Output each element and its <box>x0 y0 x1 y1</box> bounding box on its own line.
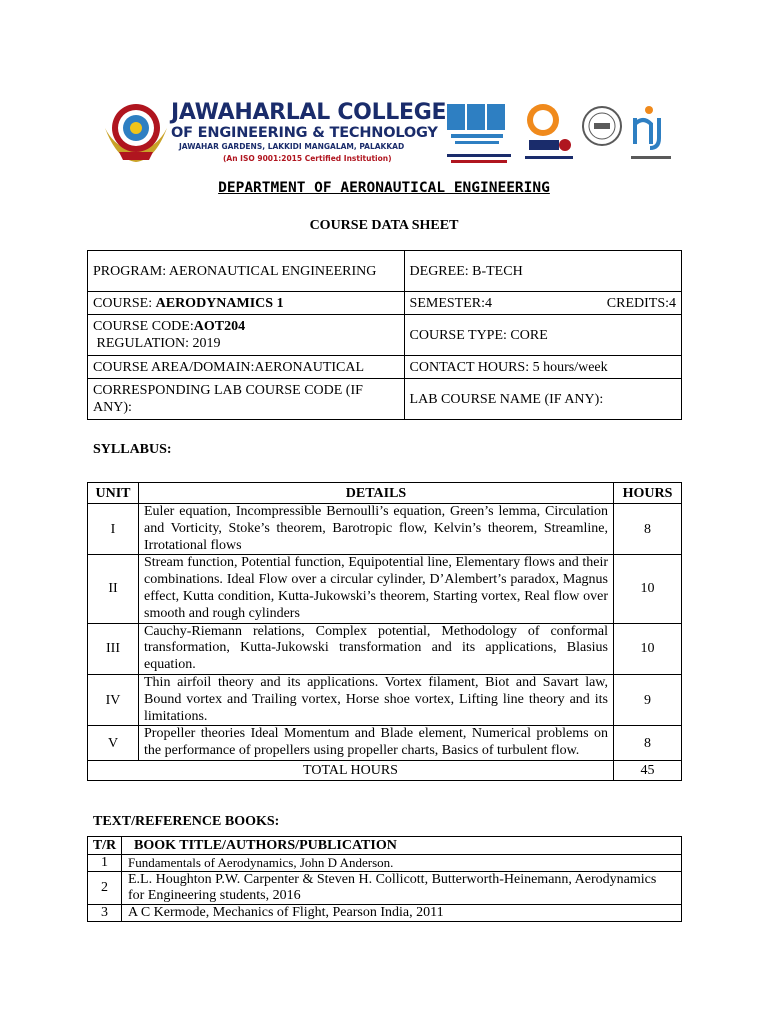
iqac-seal <box>583 107 621 145</box>
hours-cell: 10 <box>614 555 682 623</box>
contact-hours-cell: CONTACT HOURS: 5 hours/week <box>404 356 681 379</box>
info-row <box>88 292 682 315</box>
tr-cell: 1 <box>88 855 122 872</box>
course-area-cell: COURSE AREA/DOMAIN:AERONAUTICAL <box>88 356 405 379</box>
tr-header: T/R <box>88 837 122 855</box>
college-header <box>97 96 672 176</box>
books-table <box>87 836 682 922</box>
naac-a-plus-logo <box>525 104 573 159</box>
course-info-table <box>87 250 682 420</box>
iso-certification: (An ISO 9001:2015 Certified Institution) <box>223 154 392 163</box>
nba-logo <box>447 104 511 163</box>
details-header: DETAILS <box>139 483 614 504</box>
books-label: TEXT/REFERENCE BOOKS: <box>93 814 280 829</box>
semester-value: SEMESTER:4 <box>409 295 492 311</box>
total-row <box>88 760 682 780</box>
lab-code-cell: CORRESPONDING LAB COURSE CODE (IF ANY): <box>88 379 405 420</box>
degree-cell: DEGREE: B-TECH <box>404 251 681 292</box>
credits-value: CREDITS:4 <box>606 295 676 311</box>
books-header-row <box>88 837 682 855</box>
details-cell: Cauchy-Riemann relations, Complex potential, Methodology of conformal transformation, Kutta-Jukowski transformation and its applications, Blasius equation. <box>139 623 614 674</box>
course-label: COURSE: <box>93 295 156 311</box>
regulation: REGULATION: 2019 <box>93 336 221 351</box>
sheet-title: COURSE DATA SHEET <box>309 218 459 233</box>
semester-credits-cell <box>404 292 681 315</box>
college-address: JAWAHAR GARDENS, LAKKIDI MANGALAM, PALAKKAD <box>179 142 405 151</box>
table-row <box>88 504 682 555</box>
hours-header: HOURS <box>614 483 682 504</box>
syllabus-label: SYLLABUS: <box>93 442 172 457</box>
details-cell: Stream function, Potential function, Equipotential line, Elementary flows and their combinations. Ideal Flow over a circular cylinder, D’Alembert’s paradox, Magnus effect, Kutta condition, Kutta-Jukowski’s theorem, Starting vortex, Real flow over smooth and rough cylinders <box>139 555 614 623</box>
info-row <box>88 251 682 292</box>
table-row <box>88 905 682 922</box>
total-hours: 45 <box>614 760 682 780</box>
course-code-label: COURSE CODE: <box>93 319 194 334</box>
unit-header: UNIT <box>88 483 139 504</box>
book-title-cell: Fundamentals of Aerodynamics, John D Anderson. <box>122 855 682 872</box>
course-code-cell <box>88 315 405 356</box>
hours-cell: 9 <box>614 674 682 725</box>
book-title-cell: A C Kermode, Mechanics of Flight, Pearson India, 2011 <box>122 905 682 922</box>
details-cell: Euler equation, Incompressible Bernoulli’s equation, Green’s lemma, Circulation and Vorticity, Stoke’s theorem, Barotropic flow, Kelvin’s theorem, Streamline, Irrotational flows <box>139 504 614 555</box>
info-row <box>88 379 682 420</box>
table-row <box>88 674 682 725</box>
unit-cell: IV <box>88 674 139 725</box>
accreditation-badges <box>447 98 672 174</box>
department-title: DEPARTMENT OF AERONAUTICAL ENGINEERING <box>218 180 550 196</box>
info-row <box>88 356 682 379</box>
nrj-logo <box>631 106 671 159</box>
course-name: AERODYNAMICS 1 <box>155 295 284 311</box>
course-cell <box>88 292 405 315</box>
college-subtitle: OF ENGINEERING & TECHNOLOGY <box>171 125 438 141</box>
unit-cell: II <box>88 555 139 623</box>
syllabus-table <box>87 482 682 781</box>
program-cell: PROGRAM: AERONAUTICAL ENGINEERING <box>88 251 405 292</box>
syllabus-header-row <box>88 483 682 504</box>
table-row <box>88 726 682 761</box>
college-name: JAWAHARLAL COLLEGE <box>171 100 447 125</box>
table-row <box>88 623 682 674</box>
unit-cell: V <box>88 726 139 761</box>
total-label: TOTAL HOURS <box>88 760 614 780</box>
info-row <box>88 315 682 356</box>
table-row <box>88 555 682 623</box>
unit-cell: III <box>88 623 139 674</box>
book-title-cell: E.L. Houghton P.W. Carpenter & Steven H. Collicott, Butterworth-Heinemann, Aerodynamics for Engineering students, 2016 <box>122 872 682 905</box>
details-cell: Thin airfoil theory and its applications. Vortex filament, Biot and Savart law, Bound vortex and Trailing vortex, Horse shoe vortex, Lifting line theory and its limitations. <box>139 674 614 725</box>
course-type-cell: COURSE TYPE: CORE <box>404 315 681 356</box>
lab-name-cell: LAB COURSE NAME (IF ANY): <box>404 379 681 420</box>
hours-cell: 8 <box>614 726 682 761</box>
tr-cell: 2 <box>88 872 122 905</box>
table-row <box>88 872 682 905</box>
table-row <box>88 855 682 872</box>
unit-cell: I <box>88 504 139 555</box>
book-title-header: BOOK TITLE/AUTHORS/PUBLICATION <box>122 837 682 855</box>
college-seal-logo <box>97 98 175 168</box>
tr-cell: 3 <box>88 905 122 922</box>
course-code: AOT204 <box>193 319 246 334</box>
hours-cell: 8 <box>614 504 682 555</box>
details-cell: Propeller theories Ideal Momentum and Blade element, Numerical problems on the performance of propellers using propeller charts, Basics of turbulent flow. <box>139 726 614 761</box>
hours-cell: 10 <box>614 623 682 674</box>
